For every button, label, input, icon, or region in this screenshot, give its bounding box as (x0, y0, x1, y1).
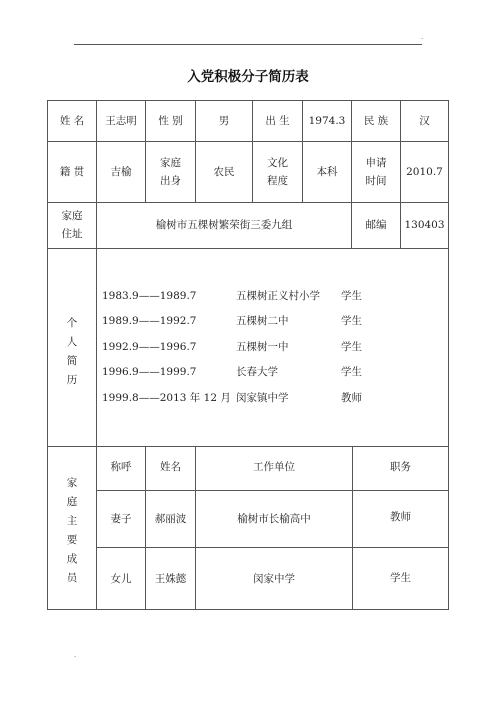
family-origin-label-line1: 家庭 (160, 157, 181, 169)
resume-period: 1996.9——1999.7 (102, 366, 197, 378)
family-label-char: 员 (66, 572, 78, 584)
apply-label-line1: 申请 (365, 157, 387, 169)
family-origin-label-cell (145, 141, 196, 203)
resume-place: 五棵树一中 (236, 341, 289, 353)
family-position: 教师 (390, 511, 411, 523)
birth-value: 1974.3 (308, 115, 346, 127)
name-value: 王志明 (105, 115, 137, 127)
apply-value: 2010.7 (406, 166, 443, 178)
gender-value: 男 (218, 115, 230, 127)
family-header-workplace-cell (195, 446, 353, 491)
name-label-cell (47, 100, 97, 142)
resume-role: 学生 (341, 315, 362, 327)
resume-role: 学生 (341, 366, 362, 378)
family-header-name-cell (145, 446, 196, 491)
resume-period: 1999.8——2013 年 12 月 (102, 392, 231, 404)
birth-value-cell (302, 100, 352, 142)
resume-label (48, 314, 96, 390)
ethnicity-value: 汉 (419, 115, 430, 127)
resume-place: 五棵树二中 (236, 315, 289, 327)
family-position: 学生 (390, 572, 411, 584)
resume-period: 1992.9——1996.7 (102, 341, 197, 353)
apply-label-cell (351, 141, 401, 203)
resume-label-char: 个 (66, 317, 78, 329)
family-position-cell (352, 547, 449, 610)
native-label: 籍 贯 (59, 166, 85, 178)
resume-period: 1989.9——1992.7 (102, 315, 197, 327)
family-name: 郝丽波 (154, 513, 187, 525)
postcode-value-cell (400, 202, 449, 249)
ethnicity-label: 民 族 (363, 115, 389, 127)
family-header-position: 职务 (390, 461, 411, 473)
family-label-char: 庭 (66, 496, 78, 508)
name-label: 姓 名 (59, 115, 85, 127)
birth-label-cell (252, 100, 303, 142)
family-label-char: 主 (66, 515, 78, 527)
ethnicity-value-cell (400, 100, 449, 142)
header-dot: . (421, 33, 424, 41)
resume-period: 1983.9——1989.7 (102, 290, 197, 302)
postcode-value: 130403 (404, 219, 445, 231)
family-relation: 女儿 (110, 573, 132, 585)
family-name-cell (145, 490, 196, 548)
family-origin-value: 农民 (213, 166, 235, 178)
resume-place: 五棵树正义村小学 (236, 290, 320, 302)
family-relation-cell (96, 490, 146, 548)
resume-label-char: 人 (66, 336, 78, 348)
family-name: 王姝懿 (154, 573, 187, 585)
family-label-char: 要 (66, 534, 78, 546)
education-label-cell (252, 141, 303, 203)
apply-value-cell (400, 141, 449, 203)
education-value-cell (302, 141, 352, 203)
postcode-label: 邮编 (365, 219, 387, 231)
gender-value-cell (195, 100, 253, 142)
family-header-position-cell (352, 446, 449, 491)
address-label-line1: 家庭 (61, 210, 83, 222)
native-value: 吉榆 (110, 166, 132, 178)
address-value: 榆树市五棵树繁荣街三委九组 (155, 219, 293, 231)
gender-label-cell (145, 100, 196, 142)
resume-place: 闵家镇中学 (236, 392, 289, 404)
family-label-char: 成 (66, 553, 78, 565)
family-position-cell (352, 490, 449, 548)
resume-role: 教师 (341, 392, 362, 404)
footer-dot: . (74, 651, 77, 659)
family-label-char: 家 (66, 477, 78, 489)
address-value-cell (96, 202, 352, 249)
resume-role: 学生 (341, 290, 362, 302)
family-label-cell (47, 446, 97, 610)
resume-content-cell (96, 248, 449, 447)
header-rule (74, 44, 422, 45)
apply-label-line2: 时间 (365, 175, 387, 187)
family-workplace: 榆树市长榆高中 (237, 513, 311, 525)
gender-label: 性 别 (158, 115, 183, 127)
family-label (48, 474, 96, 588)
family-relation-cell (96, 547, 146, 610)
resume-label-char: 历 (66, 374, 78, 386)
family-relation: 妻子 (110, 513, 132, 525)
address-label-line2: 住址 (61, 228, 83, 240)
family-header-workplace: 工作单位 (253, 461, 295, 473)
family-workplace-cell (195, 547, 353, 610)
resume-role: 学生 (341, 341, 362, 353)
native-value-cell (96, 141, 146, 203)
family-name-cell (145, 547, 196, 610)
education-label-line1: 文化 (267, 157, 288, 169)
resume-place: 长春大学 (236, 366, 278, 378)
family-workplace: 闵家中学 (253, 573, 295, 585)
resume-label-char: 简 (66, 355, 78, 367)
name-value-cell (96, 100, 146, 142)
family-origin-value-cell (195, 141, 253, 203)
native-label-cell (47, 141, 97, 203)
family-header-relation-cell (96, 446, 146, 491)
ethnicity-label-cell (351, 100, 401, 142)
resume-label-cell (47, 248, 97, 447)
education-label-line2: 程度 (267, 175, 288, 187)
family-workplace-cell (195, 490, 353, 548)
family-header-relation: 称呼 (110, 461, 132, 473)
family-origin-label-line2: 出身 (160, 175, 181, 187)
birth-label: 出 生 (265, 115, 290, 127)
postcode-label-cell (351, 202, 401, 249)
page-title: 入党积极分子简历表 (187, 69, 309, 85)
address-label-cell (47, 202, 97, 249)
family-header-name: 姓名 (160, 461, 181, 473)
education-value: 本科 (316, 166, 338, 178)
